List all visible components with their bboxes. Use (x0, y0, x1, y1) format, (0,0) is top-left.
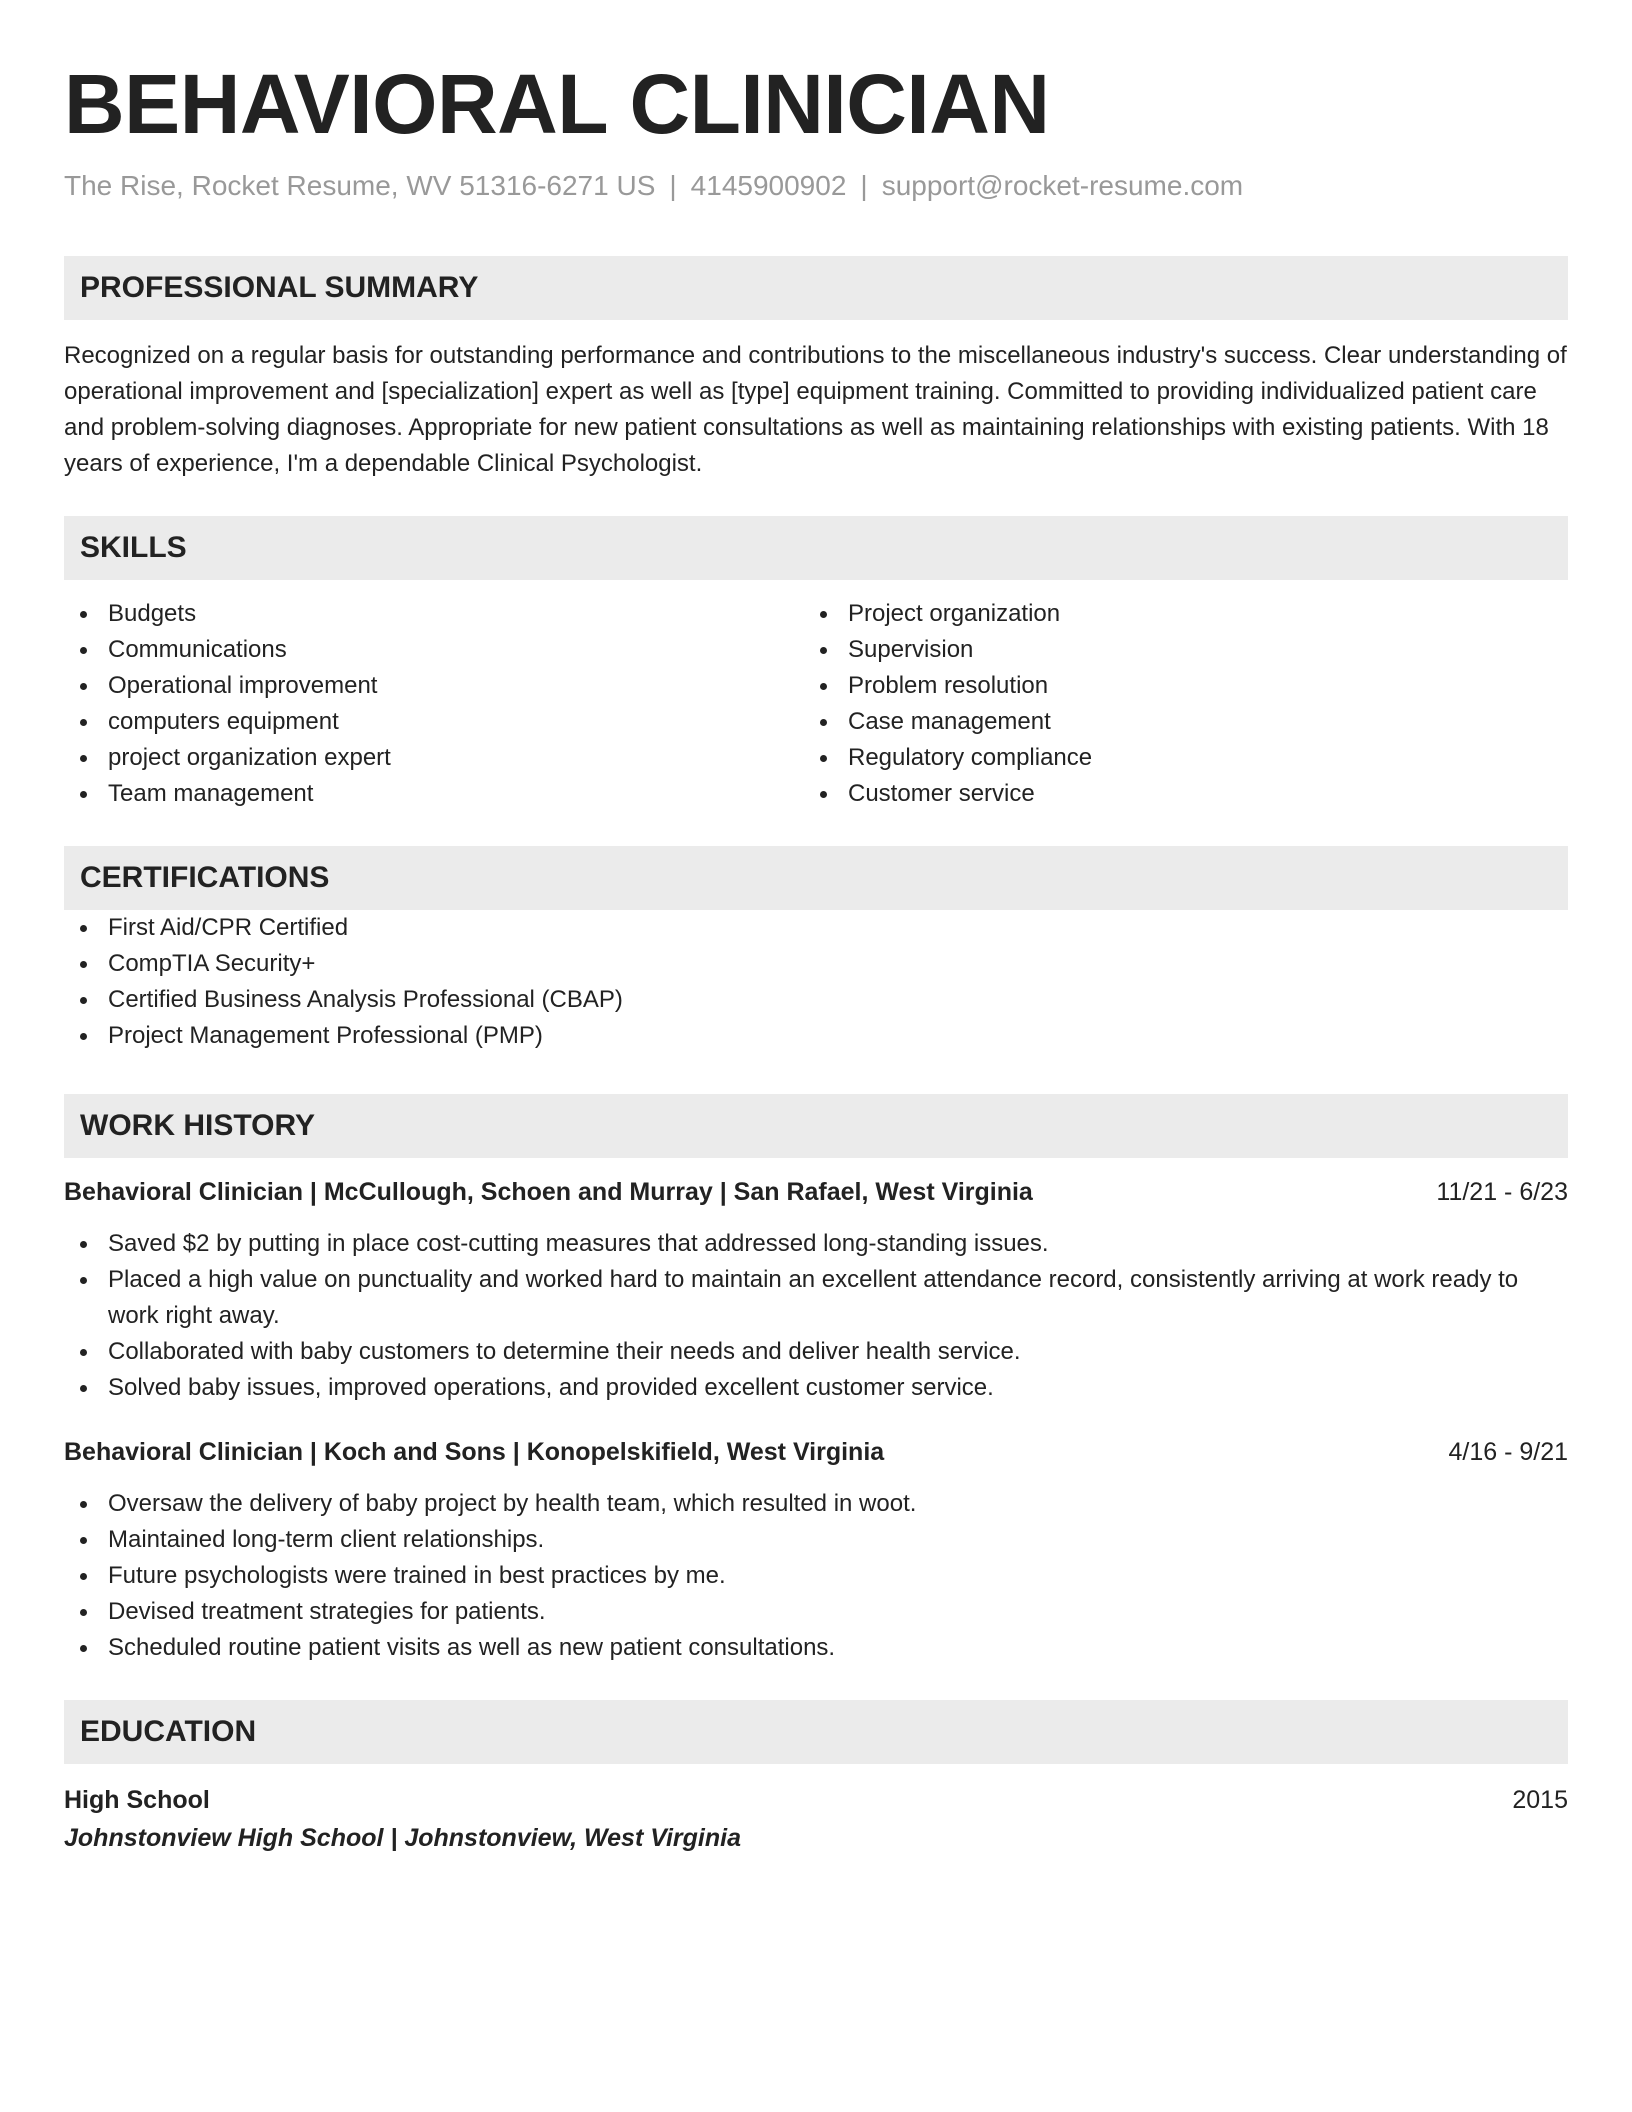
education-entry (64, 1782, 1568, 1858)
skill-item: Team management (64, 776, 804, 812)
skill-item: Customer service (804, 776, 1544, 812)
job-bullets (64, 1486, 1568, 1666)
skills-list-left (64, 596, 804, 812)
skill-item: Problem resolution (804, 668, 1544, 704)
education-year: 2015 (1512, 1786, 1568, 1814)
education-header (64, 1782, 1568, 1818)
contact-line (64, 166, 1568, 206)
skills-columns (64, 596, 1568, 812)
skill-item: Budgets (64, 596, 804, 632)
job-entry (64, 1174, 1568, 1406)
skill-item: Operational improvement (64, 668, 804, 704)
summary-text: Recognized on a regular basis for outstanding performance and contributions to the miscellaneous industry's success. Clear understanding of operational improvement and [specialization] expert as well as [type] equipment training. Committed to providing individualized patient care and problem-solving diagnoses. Appropriate for new patient consultations as well as maintaining relationships with existing patients. With 18 years of experience, I'm a dependable Clinical Psychologist. (64, 342, 1567, 477)
certifications-list (64, 910, 1568, 1054)
certification-item: CompTIA Security+ (64, 946, 1568, 982)
certification-item: Certified Business Analysis Professional (CBAP) (64, 982, 1568, 1018)
job-bullet: Oversaw the delivery of baby project by health team, which resulted in woot. (64, 1486, 1568, 1522)
job-bullets (64, 1226, 1568, 1406)
certification-item: Project Management Professional (PMP) (64, 1018, 1568, 1054)
contact-phone: 4145900902 (690, 170, 847, 201)
job-bullet: Maintained long-term client relationships. (64, 1522, 1568, 1558)
job-bullet: Devised treatment strategies for patients. (64, 1594, 1568, 1630)
job-bullet: Future psychologists were trained in best practices by me. (64, 1558, 1568, 1594)
contact-separator: | (669, 170, 677, 201)
job-header (64, 1174, 1568, 1210)
job-bullet: Scheduled routine patient visits as well as new patient consultations. (64, 1630, 1568, 1666)
contact-separator: | (860, 170, 868, 201)
job-header (64, 1434, 1568, 1470)
skill-item: Project organization (804, 596, 1544, 632)
contact-address: The Rise, Rocket Resume, WV 51316-6271 US (64, 170, 656, 201)
summary-heading: PROFESSIONAL SUMMARY (64, 256, 1568, 320)
education-school: Johnstonview High School | Johnstonview, West Virginia (64, 1824, 741, 1852)
skills-list-right (804, 596, 1544, 812)
job-bullet: Collaborated with baby customers to determine their needs and deliver health service. (64, 1334, 1568, 1370)
candidate-name: BEHAVIORAL CLINICIAN (64, 57, 1050, 151)
job-dates: 4/16 - 9/21 (1448, 1438, 1568, 1466)
certification-item: First Aid/CPR Certified (64, 910, 1568, 946)
skill-item: Case management (804, 704, 1544, 740)
skill-item: Communications (64, 632, 804, 668)
skill-item: Supervision (804, 632, 1544, 668)
job-bullet: Saved $2 by putting in place cost-cutting measures that addressed long-standing issues. (64, 1226, 1568, 1262)
skill-item: computers equipment (64, 704, 804, 740)
skills-heading: SKILLS (64, 516, 1568, 580)
certifications-heading: CERTIFICATIONS (64, 846, 1568, 910)
job-dates: 11/21 - 6/23 (1436, 1178, 1568, 1206)
education-degree: High School (64, 1786, 210, 1814)
job-bullet: Solved baby issues, improved operations, and provided excellent customer service. (64, 1370, 1568, 1406)
contact-email: support@rocket-resume.com (881, 170, 1244, 201)
work-history-heading: WORK HISTORY (64, 1094, 1568, 1158)
education-heading: EDUCATION (64, 1700, 1568, 1764)
skill-item: Regulatory compliance (804, 740, 1544, 776)
job-bullet: Placed a high value on punctuality and worked hard to maintain an excellent attendance record, consistently arriving at work ready to work right away. (64, 1262, 1568, 1334)
job-title: Behavioral Clinician | McCullough, Schoen and Murray | San Rafael, West Virginia (64, 1178, 1033, 1206)
skill-item: project organization expert (64, 740, 804, 776)
job-entry (64, 1434, 1568, 1666)
job-title: Behavioral Clinician | Koch and Sons | Konopelskifield, West Virginia (64, 1438, 885, 1466)
